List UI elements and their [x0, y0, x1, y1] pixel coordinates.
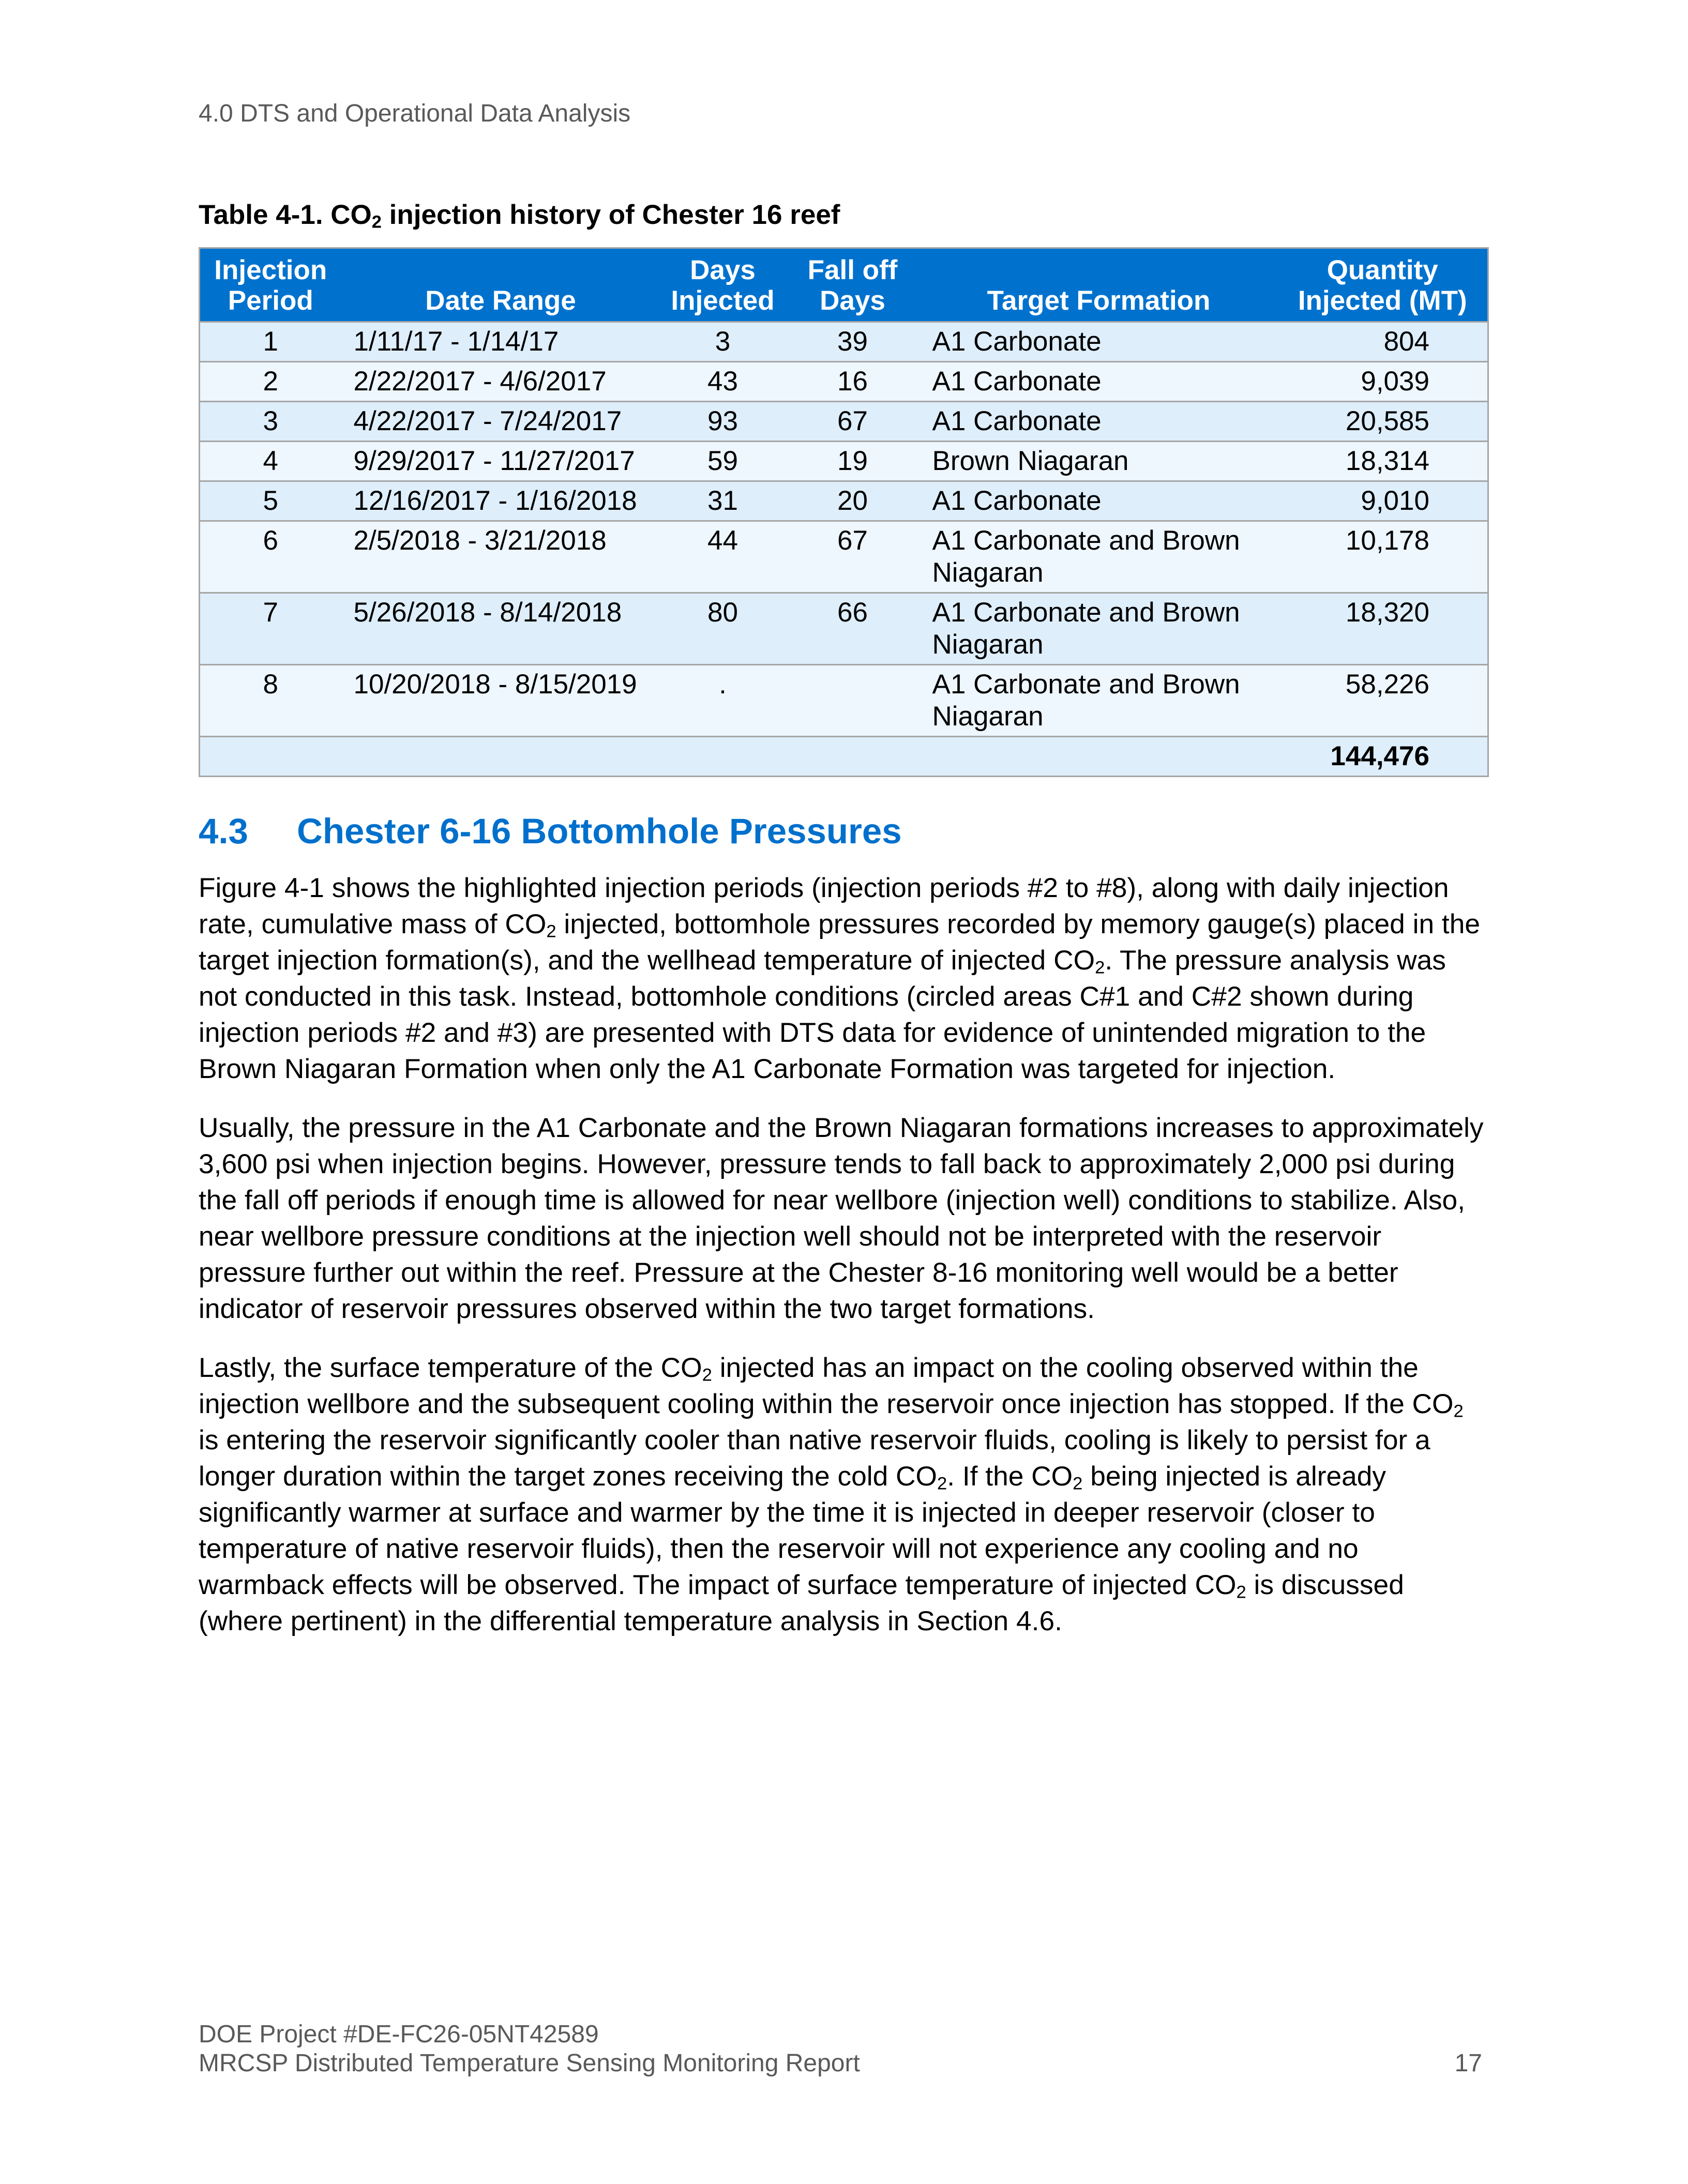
subscript-2: 2 [1236, 1582, 1246, 1602]
paragraph-line: injection periods #2 and #3) are presented with DTS data for evidence of unintended migration to the [199, 1018, 1426, 1048]
cell-target-formation: A1 Carbonate and Brown Niagaran [920, 593, 1278, 665]
paragraph-line: the fall off periods if enough time is allowed for near wellbore (injection well) conditions to stabilize. Also, [199, 1185, 1466, 1216]
paragraph-line: near wellbore pressure conditions at the injection well should not be interpreted with the reservoir [199, 1221, 1382, 1252]
cell-period: 1 [200, 322, 341, 362]
cell-target-formation: A1 Carbonate and Brown Niagaran [920, 521, 1278, 593]
cell-date-range: 1/11/17 - 1/14/17 [341, 322, 660, 362]
paragraph-line: longer duration within the target zones receiving the cold $CO_2$. If the $CO_2$ being injected is already [199, 1461, 1386, 1494]
paragraph-line: Usually, the pressure in the A1 Carbonate and the Brown Niagaran formations increases to approximately [199, 1113, 1484, 1143]
injection-history-table [199, 247, 1489, 777]
footer-line-1 [199, 2020, 1482, 2049]
paragraph-line: (where pertinent) in the differential temperature analysis in Section 4.6. [199, 1606, 1062, 1636]
cell-target-formation: A1 Carbonate [920, 322, 1278, 362]
cell-date-range: 9/29/2017 - 11/27/2017 [341, 442, 660, 481]
section-number: 4.3 [199, 811, 248, 851]
table-row [200, 665, 1488, 737]
paragraph-surface-temperature [199, 1350, 1464, 1640]
paragraph-line: pressure further out within the reef. Pressure at the Chester 8-16 monitoring well would be a better [199, 1257, 1398, 1288]
cell-date-range: 2/22/2017 - 4/6/2017 [341, 362, 660, 402]
cell-quantity: 9,010 [1278, 481, 1488, 521]
cell-date-range: 12/16/2017 - 1/16/2018 [341, 481, 660, 521]
cell-quantity: 9,039 [1278, 362, 1488, 402]
cell-target-formation: A1 Carbonate [920, 481, 1278, 521]
cell-fall-off-days: 20 [786, 481, 920, 521]
paragraph-line: warmback effects will be observed. The impact of surface temperature of injected $CO_2$ is discussed [199, 1570, 1404, 1602]
cell-days-injected: 3 [660, 322, 786, 362]
cell-days-injected: 31 [660, 481, 786, 521]
paragraph-line: Brown Niagaran Formation when only the A1 Carbonate Formation was targeted for injection. [199, 1054, 1336, 1084]
cell-period: 7 [200, 593, 341, 665]
cell-quantity: 10,178 [1278, 521, 1488, 593]
paragraph-line: target injection formation(s), and the wellhead temperature of injected $CO_2$. The pressure analysis was [199, 945, 1446, 978]
cell-fall-off-days: 16 [786, 362, 920, 402]
cell-fall-off-days: 39 [786, 322, 920, 362]
table-row [200, 442, 1488, 481]
section-title: Chester 6-16 Bottomhole Pressures [297, 811, 902, 851]
section-heading [199, 811, 902, 852]
subscript-2: 2 [702, 1365, 712, 1385]
cell-fall-off-days: 66 [786, 593, 920, 665]
cell-period: 3 [200, 402, 341, 442]
table-row [200, 481, 1488, 521]
header-quantity-injected: Quantity Injected (MT) [1278, 248, 1488, 322]
footer-report-title: MRCSP Distributed Temperature Sensing Monitoring Report [199, 2050, 860, 2077]
cell-date-range: 10/20/2018 - 8/15/2019 [341, 665, 660, 737]
subscript-2: 2 [371, 212, 382, 232]
cell-days-injected: 80 [660, 593, 786, 665]
header-days-injected: Days Injected [660, 248, 786, 322]
header-date-range: Date Range [341, 248, 660, 322]
cell-total-quantity: 144,476 [1278, 737, 1488, 777]
table-row [200, 402, 1488, 442]
page-number: 17 [1454, 2050, 1482, 2077]
paragraph-line: is entering the reservoir significantly cooler than native reservoir fluids, cooling is likely to persist for a [199, 1425, 1430, 1455]
cell-date-range: 2/5/2018 - 3/21/2018 [341, 521, 660, 593]
subscript-2: 2 [937, 1474, 947, 1494]
cell-target-formation: Brown Niagaran [920, 442, 1278, 481]
cell-quantity: 18,314 [1278, 442, 1488, 481]
cell-days-injected: 93 [660, 402, 786, 442]
subscript-2: 2 [1095, 958, 1105, 978]
paragraph-line: temperature of native reservoir fluids), then the reservoir will not experience any cooling and no [199, 1534, 1359, 1564]
cell-days-injected: 43 [660, 362, 786, 402]
paragraph-line: Lastly, the surface temperature of the $CO_2$ injected has an impact on the cooling observed within the [199, 1353, 1419, 1385]
cell-quantity: 804 [1278, 322, 1488, 362]
table-header-row [200, 248, 1488, 322]
paragraph-figure-description [199, 870, 1480, 1087]
header-target-formation: Target Formation [920, 248, 1278, 322]
cell-period: 4 [200, 442, 341, 481]
total-row-spacer [200, 737, 1278, 777]
cell-quantity: 58,226 [1278, 665, 1488, 737]
table-row [200, 521, 1488, 593]
subscript-2: 2 [546, 921, 556, 942]
paragraph-line: significantly warmer at surface and warmer by the time it is injected in deeper reservoir (closer to [199, 1497, 1375, 1528]
cell-date-range: 4/22/2017 - 7/24/2017 [341, 402, 660, 442]
cell-period: 8 [200, 665, 341, 737]
paragraph-line: not conducted in this task. Instead, bottomhole conditions (circled areas C#1 and C#2 shown during [199, 981, 1414, 1012]
paragraph-line: 3,600 psi when injection begins. However, pressure tends to fall back to approximately 2,000 psi during [199, 1149, 1455, 1179]
header-injection-period: Injection Period [200, 248, 341, 322]
table-total-row [200, 737, 1488, 777]
paragraph-line: indicator of reservoir pressures observed within the two target formations. [199, 1294, 1095, 1324]
table-caption: Table 4-1. $CO_2$ injection history of Chester 16 reef [199, 200, 840, 232]
table-row [200, 362, 1488, 402]
paragraph-line: Figure 4-1 shows the highlighted injection periods (injection periods #2 to #8), along with daily injection [199, 873, 1449, 903]
paragraph-pressure [199, 1110, 1484, 1327]
cell-days-injected: 59 [660, 442, 786, 481]
subscript-2: 2 [1073, 1474, 1083, 1494]
cell-target-formation: A1 Carbonate [920, 362, 1278, 402]
cell-fall-off-days [786, 665, 920, 737]
header-fall-off-days: Fall off Days [786, 248, 920, 322]
cell-days-injected: . [660, 665, 786, 737]
cell-fall-off-days: 67 [786, 521, 920, 593]
cell-target-formation: A1 Carbonate [920, 402, 1278, 442]
cell-fall-off-days: 67 [786, 402, 920, 442]
cell-quantity: 18,320 [1278, 593, 1488, 665]
footer-project-number: DOE Project #DE-FC26-05NT42589 [199, 2021, 599, 2048]
cell-period: 6 [200, 521, 341, 593]
cell-period: 5 [200, 481, 341, 521]
subscript-2: 2 [1453, 1401, 1464, 1421]
cell-quantity: 20,585 [1278, 402, 1488, 442]
table-row [200, 322, 1488, 362]
paragraph-line: injection wellbore and the subsequent cooling within the reservoir once injection has stopped. If the $CO_2$ [199, 1389, 1464, 1421]
cell-date-range: 5/26/2018 - 8/14/2018 [341, 593, 660, 665]
cell-target-formation: A1 Carbonate and Brown Niagaran [920, 665, 1278, 737]
running-header: 4.0 DTS and Operational Data Analysis [199, 100, 631, 127]
cell-period: 2 [200, 362, 341, 402]
cell-days-injected: 44 [660, 521, 786, 593]
cell-fall-off-days: 19 [786, 442, 920, 481]
page-footer [199, 2020, 1482, 2078]
table-row [200, 593, 1488, 665]
paragraph-line: rate, cumulative mass of $CO_2$ injected, bottomhole pressures recorded by memory gauge(s) placed in the [199, 909, 1481, 942]
footer-line-2 [199, 2049, 1482, 2078]
